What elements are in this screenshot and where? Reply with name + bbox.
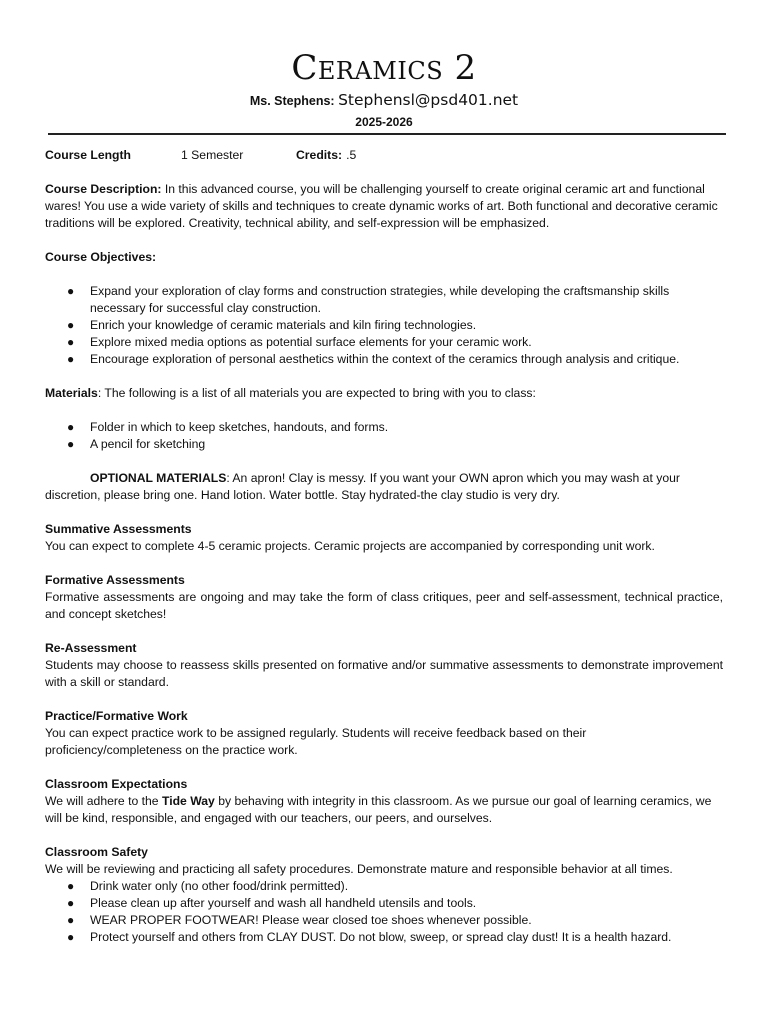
optional-materials-label: OPTIONAL MATERIALS bbox=[90, 471, 227, 485]
tide-way: Tide Way bbox=[161, 794, 215, 808]
list-item: ● Protect yourself and others from CLAY DUST. Do not blow, sweep, or spread clay dust! It is a health hazard. bbox=[67, 930, 672, 944]
list-item: ● Explore mixed media options as potential surface elements for your ceramic work. bbox=[67, 335, 532, 349]
teacher-label: Ms. Stephens: bbox=[249, 94, 335, 108]
teacher-line bbox=[0, 92, 768, 110]
safety-list bbox=[45, 878, 723, 946]
materials-label: Materials bbox=[45, 386, 98, 400]
course-objectives-label: Course Objectives: bbox=[45, 250, 157, 264]
list-item: ● Enrich your knowledge of ceramic materials and kiln firing technologies. bbox=[67, 318, 477, 332]
reassessment-text: Students may choose to reassess skills presented on formative and/or summative assessments to demonstrate improvement with a skill or standard. bbox=[45, 658, 723, 689]
document-title: Ceramics 2 bbox=[291, 48, 477, 88]
course-description-label: Course Description: bbox=[45, 182, 162, 196]
expectations-heading: Classroom Expectations bbox=[45, 777, 188, 791]
materials-intro: Materials: The following is a list of all materials you are expected to bring with you to class: bbox=[45, 386, 536, 400]
bullet-icon: ● bbox=[67, 335, 75, 349]
bullet-icon: ● bbox=[67, 879, 75, 893]
header-divider bbox=[48, 133, 726, 135]
list-item: ● WEAR PROPER FOOTWEAR! Please wear closed toe shoes whenever possible. bbox=[67, 913, 532, 927]
list-item: ● Folder in which to keep sketches, handouts, and forms. bbox=[67, 420, 389, 434]
list-item: ● Drink water only (no other food/drink permitted). bbox=[67, 879, 349, 893]
school-year: 2025-2026 bbox=[355, 115, 413, 129]
list-item: ● Please clean up after yourself and wash all handheld utensils and tools. bbox=[67, 896, 477, 910]
bullet-icon: ● bbox=[67, 420, 75, 434]
document-body bbox=[45, 147, 723, 946]
practice-text: You can expect practice work to be assigned regularly. Students will receive feedback based on their proficiency/completeness on the practice work. bbox=[45, 726, 587, 757]
list-item: ● Encourage exploration of personal aesthetics within the context of the ceramics through analysis and critique. bbox=[67, 352, 680, 366]
safety-heading: Classroom Safety bbox=[45, 845, 148, 859]
teacher-email: Stephensl@psd401.net bbox=[338, 91, 519, 109]
list-item: ● Expand your exploration of clay forms and construction strategies, while developing the craftsmanship skills necessary for successful clay construction. bbox=[67, 284, 670, 315]
safety-text: We will be reviewing and practicing all safety procedures. Demonstrate mature and responsible behavior at all times. bbox=[45, 862, 673, 876]
objectives-list bbox=[45, 283, 723, 368]
bullet-icon: ● bbox=[67, 318, 75, 332]
course-meta bbox=[45, 147, 723, 164]
materials-list bbox=[45, 419, 723, 453]
formative-text: Formative assessments are ongoing and may take the form of class critiques, peer and self-assessment, technical practice, and concept sketches! bbox=[45, 590, 723, 621]
bullet-icon: ● bbox=[67, 284, 75, 298]
course-description-text: In this advanced course, you will be challenging yourself to create original ceramic art and functional wares! You use a wide variety of skills and techniques to create dynamic works of art. Both functional and decorative ceramic traditions will be explored. Creativity, technical ability, and self-expression will be emphasized. bbox=[45, 182, 718, 230]
optional-materials: OPTIONAL MATERIALS: An apron! Clay is messy. If you want your OWN apron which you may wash at your discretion, please bring one. Hand lotion. Water bottle. Stay hydrated-the clay studio is very dry. bbox=[45, 471, 680, 502]
expectations-text: We will adhere to the Tide Way by behaving with integrity in this classroom. As we pursue our goal of learning ceramics, we will be kind, responsible, and engaged with our teachers, our peers, and ourselves. bbox=[45, 794, 712, 825]
bullet-icon: ● bbox=[67, 437, 75, 451]
bullet-icon: ● bbox=[67, 930, 75, 944]
summative-heading: Summative Assessments bbox=[45, 522, 192, 536]
course-description bbox=[45, 181, 723, 232]
practice-heading: Practice/Formative Work bbox=[45, 709, 188, 723]
summative-text: You can expect to complete 4-5 ceramic projects. Ceramic projects are accompanied by corresponding unit work. bbox=[45, 539, 655, 553]
bullet-icon: ● bbox=[67, 352, 75, 366]
course-length-label: Course Length bbox=[45, 148, 131, 162]
list-item: ● A pencil for sketching bbox=[67, 437, 206, 451]
credits-value: .5 bbox=[346, 148, 357, 162]
bullet-icon: ● bbox=[67, 896, 75, 910]
credits-label: Credits: bbox=[296, 148, 343, 162]
course-length-value: 1 Semester bbox=[181, 148, 244, 162]
reassessment-heading: Re-Assessment bbox=[45, 641, 137, 655]
formative-heading: Formative Assessments bbox=[45, 573, 185, 587]
bullet-icon: ● bbox=[67, 913, 75, 927]
